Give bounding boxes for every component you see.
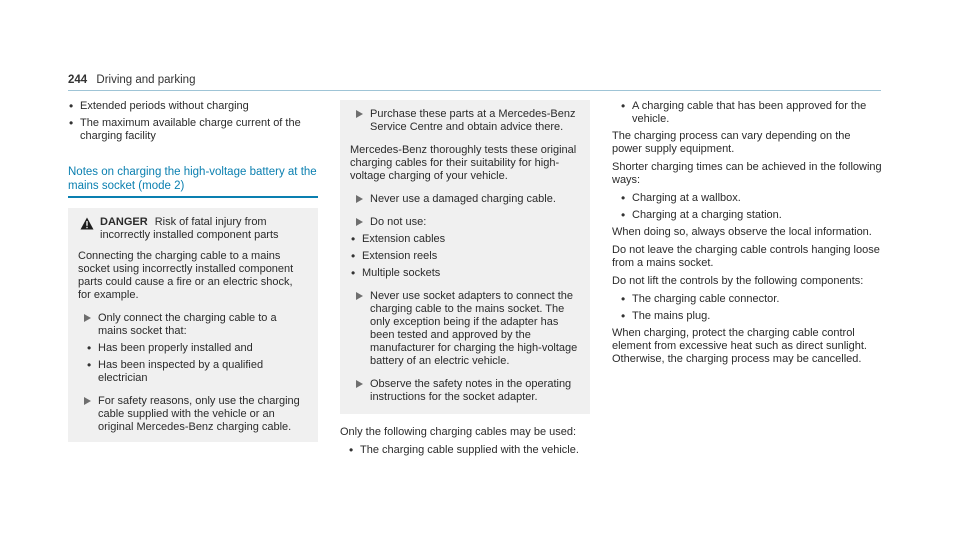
step-arrow-icon <box>356 195 363 203</box>
paragraph: Mercedes-Benz thoroughly tests these original charging cables for their suitability for high-voltage charging of your vehicle. <box>350 144 577 182</box>
paragraph: Do not leave the charging cable controls hanging loose from a mains socket. <box>612 244 880 269</box>
step-text: Do not use: <box>370 216 427 228</box>
step-text: Never use socket adapters to connect the charging cable to the mains socket. The only exception being if the adapter has been tested and approved by the manufacturer for charging the high-voltage battery of an electric vehicle. <box>370 290 578 367</box>
paragraph: The charging process can vary depending on the power supply equipment. <box>612 130 851 155</box>
list-item: • Extension cables <box>350 233 580 246</box>
page-header <box>68 74 195 87</box>
step-text: Observe the safety notes in the operating instructions for the socket adapter. <box>370 378 572 403</box>
page-number: 244 <box>68 74 88 86</box>
danger-headline: Risk of fatal injury from incorrectly installed component parts <box>100 215 279 241</box>
list-item: • Charging at a charging station. <box>620 209 882 222</box>
list-item: • Extended periods without charging <box>68 100 318 113</box>
paragraph: Shorter charging times can be achieved in the following ways: <box>612 161 882 186</box>
step-arrow-icon <box>84 397 91 405</box>
list-item: • A charging cable that has been approved for the vehicle. <box>620 100 882 126</box>
bullet-list <box>350 233 580 280</box>
paragraph: Do not lift the controls by the following components: <box>612 275 864 287</box>
paragraph: Only the following charging cables may be used: <box>340 426 577 438</box>
list-item: • Extension reels <box>350 250 580 263</box>
paragraph: When doing so, always observe the local information. <box>612 226 872 238</box>
bullet-list <box>620 192 882 222</box>
step-arrow-icon <box>84 314 91 322</box>
instruction-step <box>78 312 308 385</box>
section-title: Notes on charging the high-voltage battery at the mains socket (mode 2) <box>68 166 317 192</box>
list-item: • The mains plug. <box>620 310 882 323</box>
list-item: • Charging at a wallbox. <box>620 192 882 205</box>
step-text: For safety reasons, only use the charging cable supplied with the vehicle or an original Mercedes-Benz charging cable. <box>98 394 300 433</box>
page-section-title: Driving and parking <box>96 74 196 86</box>
warning-triangle-icon <box>80 217 94 230</box>
section-rule <box>68 196 318 198</box>
step-arrow-icon <box>356 380 363 388</box>
instruction-step <box>78 395 308 434</box>
bullet-list <box>620 293 882 323</box>
step-text: Purchase these parts at a Mercedes-Benz Service Centre and obtain advice there. <box>370 108 576 133</box>
column-2 <box>340 100 590 461</box>
instruction-step <box>350 108 580 134</box>
instruction-step <box>350 290 580 368</box>
column-3 <box>612 100 882 371</box>
step-arrow-icon <box>356 110 363 118</box>
list-item: • Has been properly installed and <box>86 342 308 355</box>
instruction-step <box>350 378 580 404</box>
bullet-list <box>348 444 590 457</box>
instruction-step <box>350 193 580 206</box>
bullet-list <box>68 100 318 143</box>
danger-headline-wrap <box>100 216 308 242</box>
list-item: • Multiple sockets <box>350 267 580 280</box>
danger-box-continued <box>340 100 590 414</box>
danger-body: Connecting the charging cable to a mains socket using incorrectly installed component parts could cause a fire or an electric shock, for example. <box>78 249 294 301</box>
danger-header <box>78 216 308 242</box>
bullet-list <box>86 342 308 385</box>
paragraph: When charging, protect the charging cable control element from excessive heat such as direct sunlight. Otherwise, the charging process may be cancelled. <box>612 327 867 365</box>
step-text: Never use a damaged charging cable. <box>370 193 556 205</box>
instruction-step <box>350 216 580 229</box>
bullet-list <box>620 100 882 126</box>
step-arrow-icon <box>356 292 363 300</box>
column-1 <box>68 100 318 442</box>
list-item: • The charging cable supplied with the vehicle. <box>348 444 590 457</box>
list-item: • Has been inspected by a qualified electrician <box>86 359 308 385</box>
step-arrow-icon <box>356 218 363 226</box>
danger-label: DANGER <box>100 215 148 228</box>
header-rule <box>68 90 881 91</box>
danger-box <box>68 208 318 442</box>
list-item: • The charging cable connector. <box>620 293 882 306</box>
step-text: Only connect the charging cable to a mains socket that: <box>98 311 277 337</box>
list-item: • The maximum available charge current of the charging facility <box>68 117 318 143</box>
